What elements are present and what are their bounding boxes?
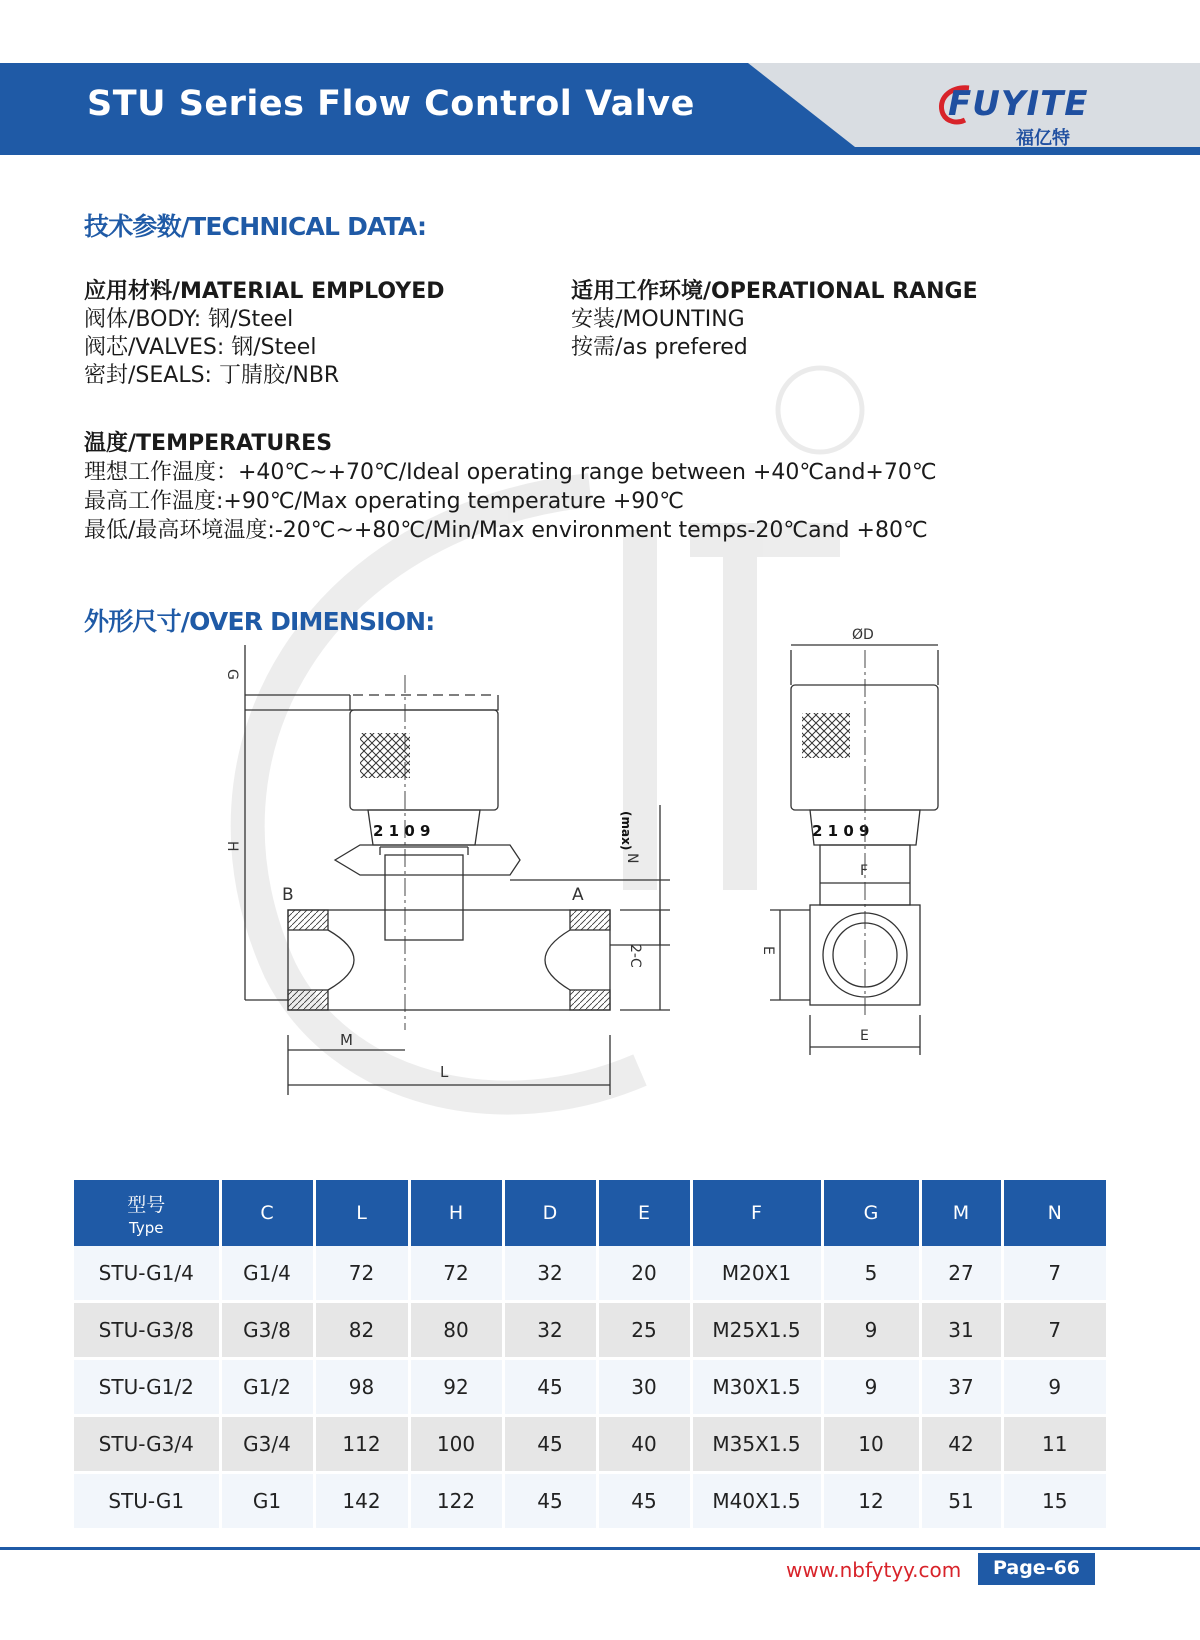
table-cell: 40 — [597, 1416, 691, 1473]
header-h: H — [409, 1180, 503, 1246]
table-cell: 9 — [822, 1359, 920, 1416]
table-cell: G1 — [220, 1473, 314, 1530]
material-heading: 应用材料/MATERIAL EMPLOYED — [84, 279, 445, 304]
table-cell: M35X1.5 — [691, 1416, 822, 1473]
header-g: G — [822, 1180, 920, 1246]
port-b-label: B — [282, 885, 294, 905]
temperatures-heading: 温度/TEMPERATURES — [84, 431, 333, 456]
table-cell: STU-G1 — [74, 1473, 220, 1530]
table-cell: 31 — [920, 1302, 1002, 1359]
over-dimension-title: 外形尺寸/OVER DIMENSION: — [84, 607, 435, 636]
brand-logo-chinese: 福亿特 — [1016, 128, 1070, 149]
table-cell: G1/4 — [220, 1246, 314, 1302]
material-body-line: 阀体/BODY: 钢/Steel — [84, 307, 294, 332]
header-type: 型号 Type — [74, 1180, 220, 1246]
table-cell: M20X1 — [691, 1246, 822, 1302]
table-cell: STU-G1/4 — [74, 1246, 220, 1302]
header-m: M — [920, 1180, 1002, 1246]
table-row — [74, 1302, 1106, 1359]
table-cell: 45 — [597, 1473, 691, 1530]
table-cell: 45 — [503, 1473, 597, 1530]
footer-website-link[interactable]: www.nbfytyy.com — [786, 1558, 962, 1582]
table-cell: 82 — [314, 1302, 409, 1359]
operational-mounting-line: 安装/MOUNTING — [571, 307, 745, 332]
table-cell: 30 — [597, 1359, 691, 1416]
table-cell: 25 — [597, 1302, 691, 1359]
temperature-env-line: 最低/最高环境温度:-20℃~+80℃/Min/Max environment temps-20℃and +80℃ — [84, 518, 928, 543]
front-view — [224, 645, 670, 1095]
header-n: N — [1002, 1180, 1106, 1246]
table-cell: 12 — [822, 1473, 920, 1530]
table-cell: G3/4 — [220, 1416, 314, 1473]
table-cell: 92 — [409, 1359, 503, 1416]
table-cell: 10 — [822, 1416, 920, 1473]
table-cell: 72 — [409, 1246, 503, 1302]
table-cell: 5 — [822, 1246, 920, 1302]
table-cell: STU-G3/8 — [74, 1302, 220, 1359]
table-cell: 51 — [920, 1473, 1002, 1530]
table-cell: 80 — [409, 1302, 503, 1359]
table-row — [74, 1416, 1106, 1473]
table-cell: 27 — [920, 1246, 1002, 1302]
header-d: D — [503, 1180, 597, 1246]
table-cell: G1/2 — [220, 1359, 314, 1416]
temperature-max-line: 最高工作温度:+90℃/Max operating temperature +90℃ — [84, 489, 684, 514]
table-cell: 20 — [597, 1246, 691, 1302]
table-cell: 7 — [1002, 1246, 1106, 1302]
header-f: F — [691, 1180, 822, 1246]
table-cell: 72 — [314, 1246, 409, 1302]
table-row — [74, 1246, 1106, 1302]
table-cell: STU-G3/4 — [74, 1416, 220, 1473]
table-cell: 112 — [314, 1416, 409, 1473]
table-row — [74, 1473, 1106, 1530]
table-header-row — [74, 1180, 1106, 1246]
table-cell: 37 — [920, 1359, 1002, 1416]
table-cell: 15 — [1002, 1473, 1106, 1530]
table-cell: 42 — [920, 1416, 1002, 1473]
table-cell: 32 — [503, 1302, 597, 1359]
material-valves-line: 阀芯/VALVES: 钢/Steel — [84, 335, 317, 360]
dim-g-label: G — [224, 669, 240, 680]
table-cell: M30X1.5 — [691, 1359, 822, 1416]
front-scale-label: 2 1 0 9 — [373, 822, 431, 840]
spec-table — [74, 1180, 1106, 1531]
table-cell: STU-G1/2 — [74, 1359, 220, 1416]
dim-l-label: L — [440, 1063, 449, 1081]
table-cell: 98 — [314, 1359, 409, 1416]
page-title: STU Series Flow Control Valve — [87, 84, 695, 124]
side-view — [760, 627, 938, 1055]
temperature-ideal-line: 理想工作温度：+40℃~+70℃/Ideal operating range between +40℃and+70℃ — [84, 460, 937, 485]
table-cell: 142 — [314, 1473, 409, 1530]
table-cell: 100 — [409, 1416, 503, 1473]
technical-data-title: 技术参数/TECHNICAL DATA: — [84, 212, 427, 241]
brand-logo: FUYITE — [948, 84, 1089, 124]
table-cell: 11 — [1002, 1416, 1106, 1473]
table-row — [74, 1359, 1106, 1416]
table-cell: G3/8 — [220, 1302, 314, 1359]
side-scale-label: 2 1 0 9 — [812, 822, 870, 840]
dim-n-label: N — [624, 853, 640, 864]
material-seals-line: 密封/SEALS: 丁腈胶/NBR — [84, 363, 340, 388]
dim-e-side-label: E — [760, 946, 776, 955]
table-cell: M25X1.5 — [691, 1302, 822, 1359]
dim-h-label: H — [224, 841, 240, 852]
port-a-label: A — [572, 885, 584, 905]
table-cell: 45 — [503, 1359, 597, 1416]
operational-prefered-line: 按需/as prefered — [571, 335, 748, 360]
dim-f-label: F — [860, 863, 869, 879]
table-cell: 9 — [1002, 1359, 1106, 1416]
table-cell: 9 — [822, 1302, 920, 1359]
dim-max-label: (max) — [619, 811, 633, 851]
page-number: Page-66 — [992, 1557, 1081, 1579]
dim-d-label: ØD — [852, 627, 874, 643]
table-cell: M40X1.5 — [691, 1473, 822, 1530]
header-l: L — [314, 1180, 409, 1246]
header-e: E — [597, 1180, 691, 1246]
dimension-drawing — [220, 627, 1000, 1145]
dim-m-label: M — [340, 1031, 353, 1049]
dim-e-bottom-label: E — [860, 1028, 869, 1044]
table-cell: 7 — [1002, 1302, 1106, 1359]
dim-2c-label: 2-C — [627, 944, 643, 968]
table-cell: 122 — [409, 1473, 503, 1530]
operational-heading: 适用工作环境/OPERATIONAL RANGE — [571, 279, 978, 304]
footer-divider — [0, 1547, 1200, 1550]
header-c: C — [220, 1180, 314, 1246]
table-cell: 45 — [503, 1416, 597, 1473]
table-cell: 32 — [503, 1246, 597, 1302]
